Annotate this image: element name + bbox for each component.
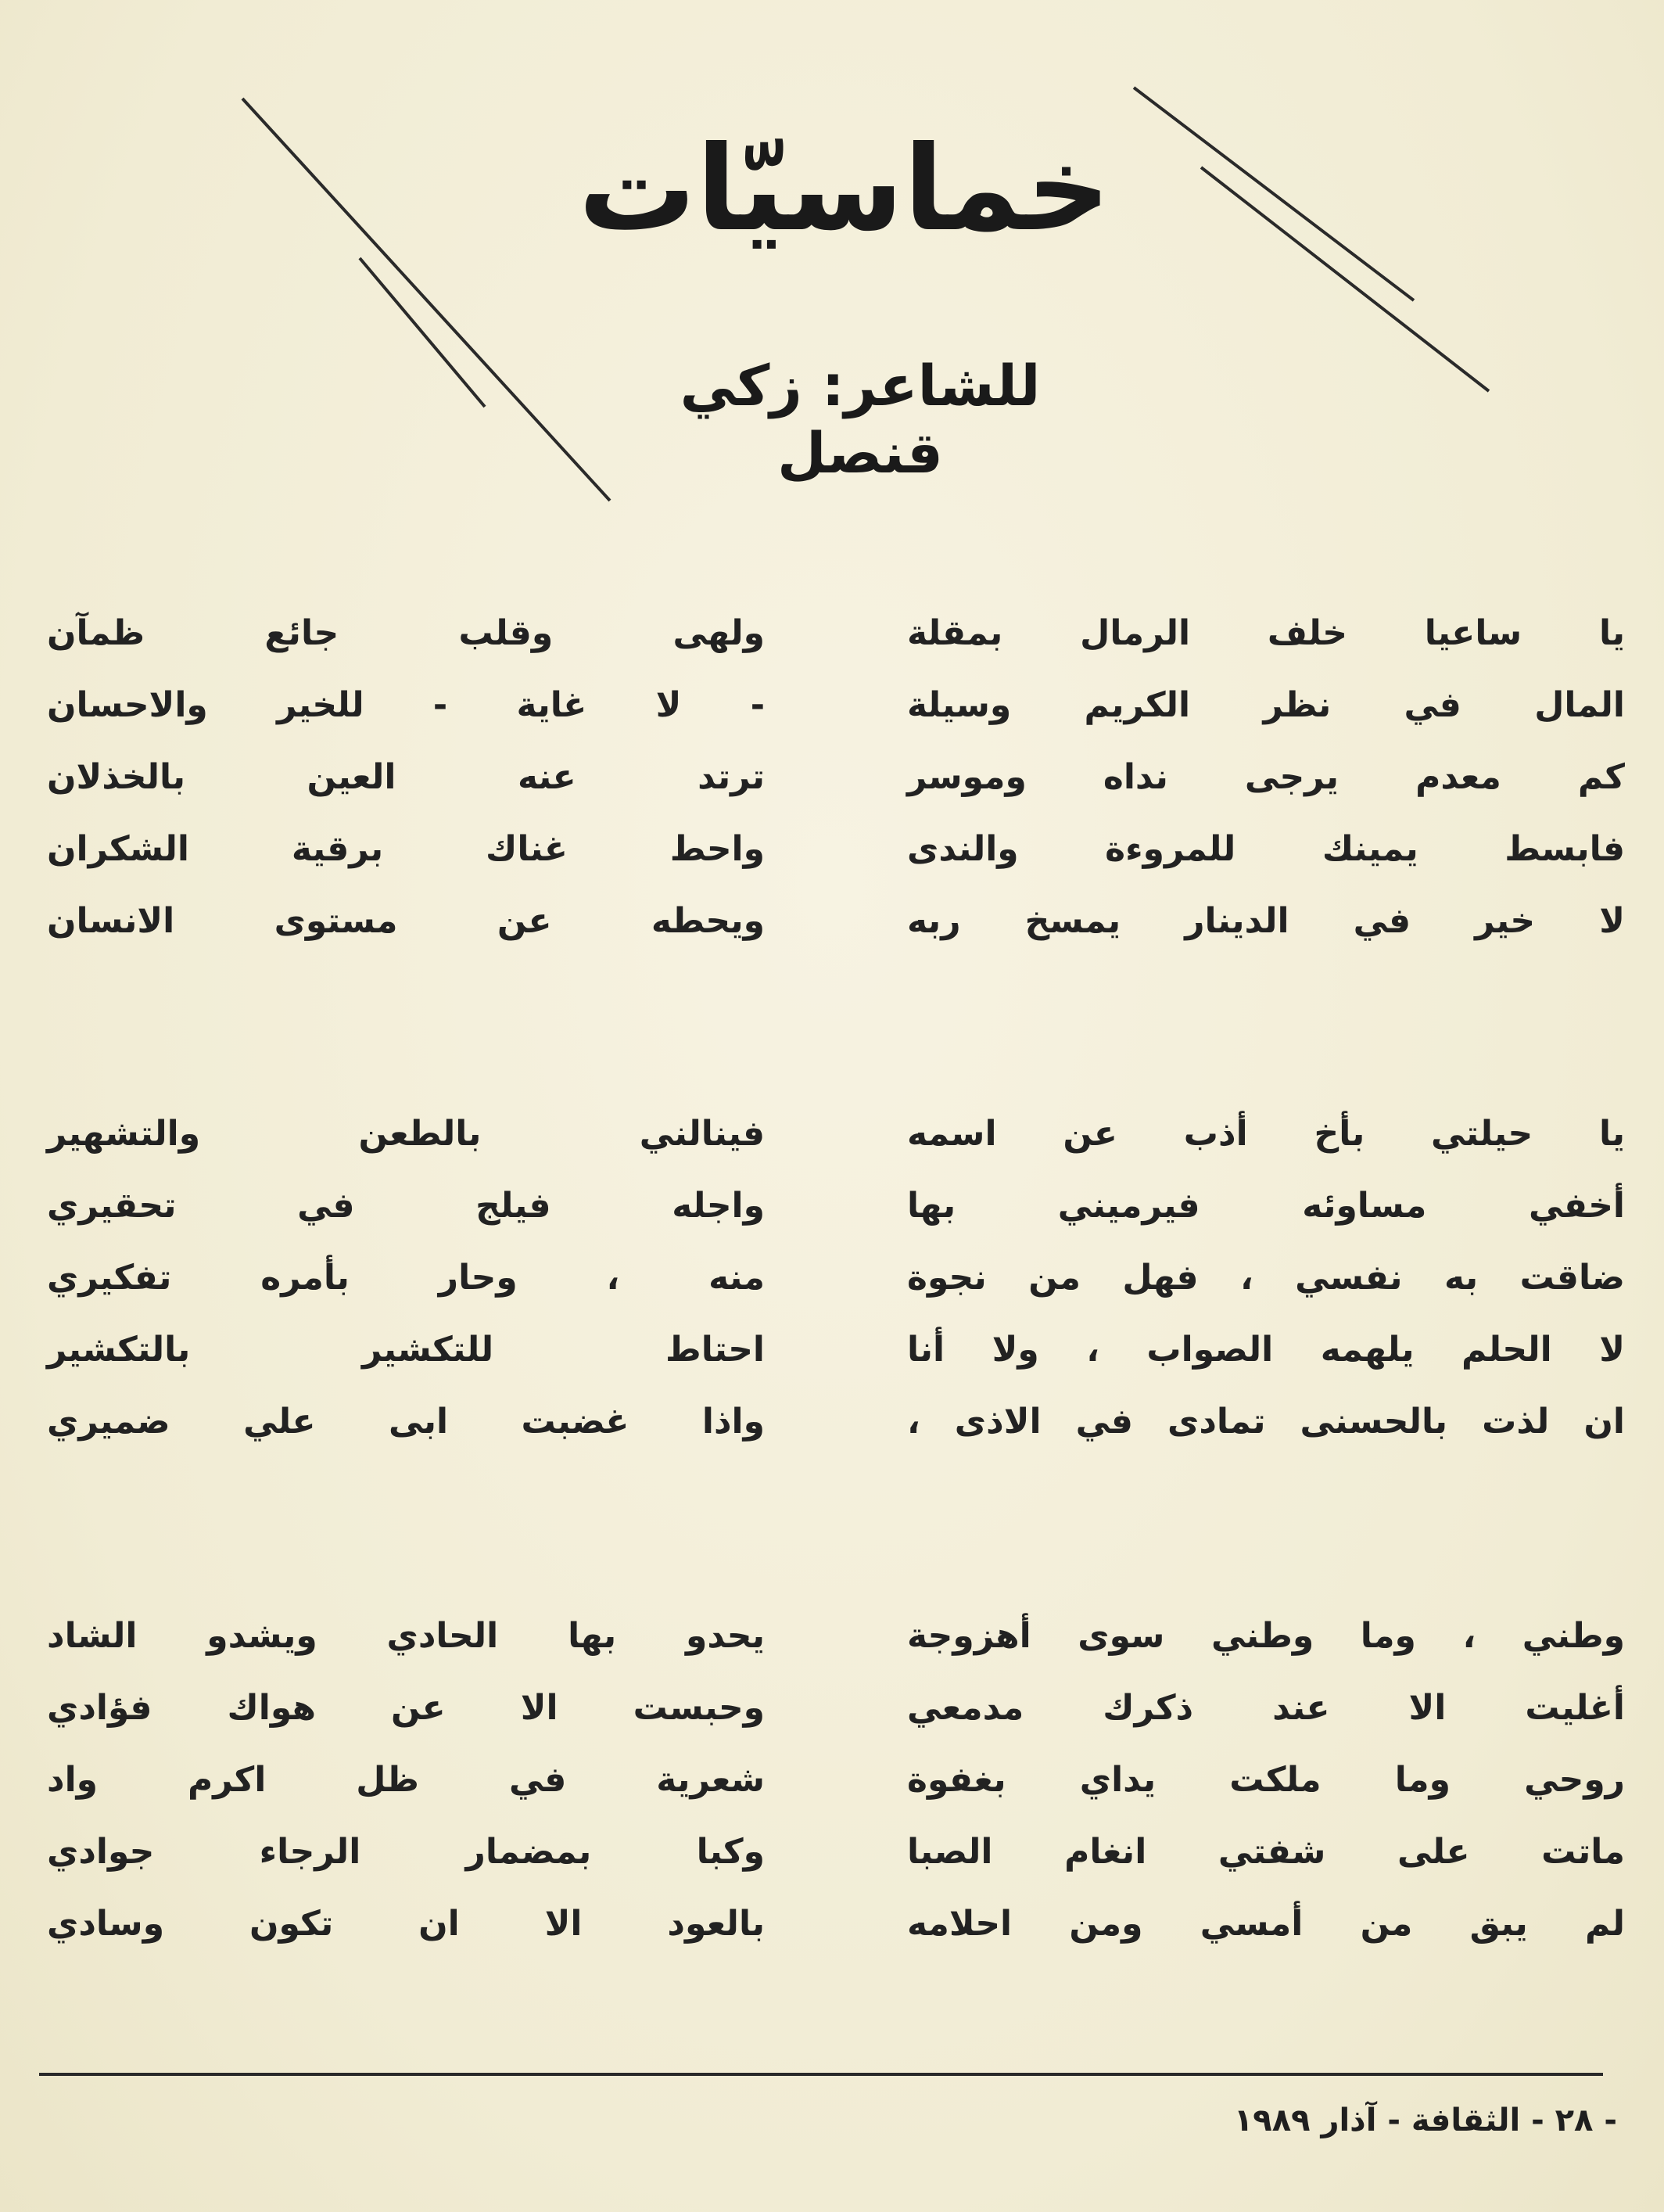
verse-line: أخفي مساوئه فيرميني بها (907, 1186, 1625, 1226)
decorative-line-right-outer (1134, 88, 1414, 300)
verse-line: وطني ، وما وطني سوى أهزوجة (907, 1616, 1625, 1656)
verse-line: وكبا بمضمار الرجاء جوادي (47, 1832, 765, 1872)
verse-line: ويحطه عن مستوى الانسان (47, 901, 765, 941)
verse-line: يا حيلتي بأخ أذب عن اسمه (907, 1114, 1625, 1154)
verse-line: كم معدم يرجى نداه وموسر (907, 757, 1625, 797)
stanza-3-right-column (907, 1600, 1625, 1960)
stanza-2-left-column (47, 1098, 765, 1458)
verse-line: أغليت الا عند ذكرك مدمعي (907, 1688, 1625, 1728)
verse-line: لا خير في الدينار يمسخ ربه (907, 901, 1625, 941)
verse-line: فابسط يمينك للمروءة والندى (907, 829, 1625, 869)
decorative-line-left-inner (360, 258, 485, 407)
verse-line: احتاط للتكشير بالتكشير (47, 1330, 765, 1370)
verse-line: واذا غضبت ابى علي ضميري (47, 1402, 765, 1442)
stanza-1-left-column (47, 598, 765, 957)
footer-divider (39, 2073, 1603, 2076)
verse-line: فينالني بالطعن والتشهير (47, 1114, 765, 1154)
poet-name: للشاعر: زكي قنصل (680, 353, 1041, 487)
verse-line: المال في نظر الكريم وسيلة (907, 685, 1625, 725)
page-footer: - ٢٨ - الثقافة - آذار ١٩٨٩ (1233, 2102, 1617, 2138)
verse-line: ترتد عنه العين بالخذلان (47, 757, 765, 797)
verse-line: ان لذت بالحسنى تمادى في الاذى ، (907, 1402, 1625, 1442)
verse-line: ولهى وقلب جائع ظمآن (47, 613, 765, 653)
verse-line: واحط غناك برقية الشكران (47, 829, 765, 869)
decorative-line-right-inner (1201, 167, 1489, 391)
verse-line: روحي وما ملكت يداي بغفوة (907, 1760, 1625, 1800)
verse-line: لا الحلم يلهمه الصواب ، ولا أنا (907, 1330, 1625, 1370)
verse-line: واجله فيلج في تحقيري (47, 1186, 765, 1226)
verse-line: يحدو بها الحادي ويشدو الشاد (47, 1616, 765, 1656)
verse-line: ماتت على شفتي انغام الصبا (907, 1832, 1625, 1872)
verse-line: منه ، وحار بأمره تفكيري (47, 1258, 765, 1298)
verse-line: - لا غاية - للخير والاحسان (47, 685, 765, 725)
verse-line: شعرية في ظل اكرم واد (47, 1760, 765, 1800)
poem-title: خماسيّات (578, 121, 1111, 257)
stanza-2-right-column (907, 1098, 1625, 1458)
verse-line: يا ساعيا خلف الرمال بمقلة (907, 613, 1625, 653)
verse-line: ضاقت به نفسي ، فهل من نجوة (907, 1258, 1625, 1298)
verse-line: وحبست الا عن هواك فؤادي (47, 1688, 765, 1728)
stanza-3-left-column (47, 1600, 765, 1960)
verse-line: لم يبق من أمسي ومن احلامه (907, 1904, 1625, 1944)
stanza-1-right-column (907, 598, 1625, 957)
verse-line: بالعود الا ان تكون وسادي (47, 1904, 765, 1944)
